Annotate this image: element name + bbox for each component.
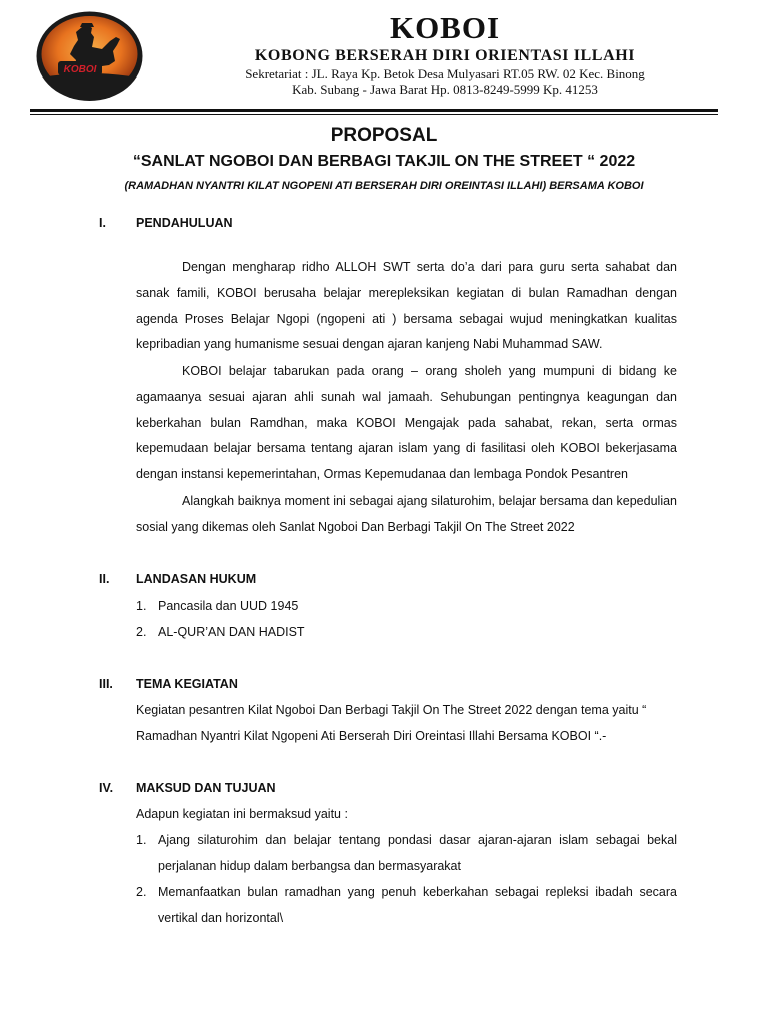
section-number: I. <box>99 216 106 230</box>
section-number: IV. <box>99 781 114 795</box>
section-number: II. <box>99 572 110 586</box>
paragraph: KOBOI belajar tabarukan pada orang – orang sholeh yang mumpuni di bidang ke agamaanya sesuai ajaran ahli sunah wal jamaah. Sehubungan pentingnya keagungan dan keberkahan bulan Ramdhan, maka KOBOI Mengajak pada sahabat, rekan, serta ormas kepemudaan belajar bersama tentang ajaran islam yang di fasilitasi oleh KOBOI bekerjasama dengan instansi kepemerintahan, Ormas Kepemudanaa dan lembaga Pondok Pesantren <box>136 364 677 482</box>
list-item: Memanfaatkan bulan ramadhan yang penuh keberkahan sebagai repleksi ibadah secara vertikal dan horizontal\ <box>158 885 677 925</box>
section-title: MAKSUD DAN TUJUAN <box>136 781 276 795</box>
list-item: Pancasila dan UUD 1945 <box>158 599 299 613</box>
list-number: 2. <box>136 625 147 639</box>
list-item: AL-QUR’AN DAN HADIST <box>158 625 305 639</box>
section-title: TEMA KEGIATAN <box>136 677 238 691</box>
letterhead-city-phone: Kab. Subang - Jawa Barat Hp. 0813-8249-5999 Kp. 41253 <box>292 82 598 97</box>
list-number: 2. <box>136 885 147 899</box>
section-number: III. <box>99 677 113 691</box>
letterhead-address: Sekretariat : JL. Raya Kp. Betok Desa Mulyasari RT.05 RW. 02 Kec. Binong <box>245 66 645 81</box>
paragraph: Alangkah baiknya moment ini sebagai ajang silaturohim, belajar bersama dan kepedulian sosial yang dikemas oleh Sanlat Ngoboi Dan Berbagi Takjil On The Street 2022 <box>136 494 677 534</box>
section-title: PENDAHULUAN <box>136 216 233 230</box>
paragraph: Dengan mengharap ridho ALLOH SWT serta do’a dari para guru serta sahabat dan sanak famili, KOBOI berusaha belajar merepleksikan kegiatan di bulan Ramadhan dengan agenda Proses Belajar Ngopi (ngopeni ati ) bersama sebagai wujud meningkatkan kualitas kepribadian yang humanisme sesuai dengan ajaran kanjeng Nabi Muhammad SAW. <box>136 260 677 352</box>
list-number: 1. <box>136 599 147 613</box>
list-item: Ajang silaturohim dan belajar tentang pondasi dasar ajaran-ajaran islam sebagai bekal perjalanan hidup dalam berbangsa dan bermasyarakat <box>158 833 677 873</box>
letterhead-name: KOBOI <box>389 10 501 45</box>
theme-line: Kegiatan pesantren Kilat Ngoboi Dan Berbagi Takjil On The Street 2022 dengan tema yaitu “ <box>136 703 647 717</box>
section-title: LANDASAN HUKUM <box>136 572 257 586</box>
proposal-title: “SANLAT NGOBOI DAN BERBAGI TAKJIL ON THE STREET “ 2022 <box>132 153 636 170</box>
proposal-subtitle: (RAMADHAN NYANTRI KILAT NGOPENI ATI BERSERAH DIRI OREINTASI ILLAHI) BERSAMA KOBOI <box>124 180 644 192</box>
letterhead-divider-thin <box>30 114 718 115</box>
koboi-logo <box>36 11 143 101</box>
letterhead-divider <box>30 109 718 112</box>
document-type: PROPOSAL <box>330 125 438 146</box>
logo-text: KOBOI <box>63 64 97 75</box>
theme-line: Ramadhan Nyantri Kilat Ngopeni Ati Berserah Diri Oreintasi Illahi Bersama KOBOI “.- <box>136 729 607 743</box>
purpose-intro: Adapun kegiatan ini bermaksud yaitu : <box>136 807 348 821</box>
list-number: 1. <box>136 833 147 847</box>
letterhead-organization: KOBONG BERSERAH DIRI ORIENTASI ILLAHI <box>254 47 636 64</box>
